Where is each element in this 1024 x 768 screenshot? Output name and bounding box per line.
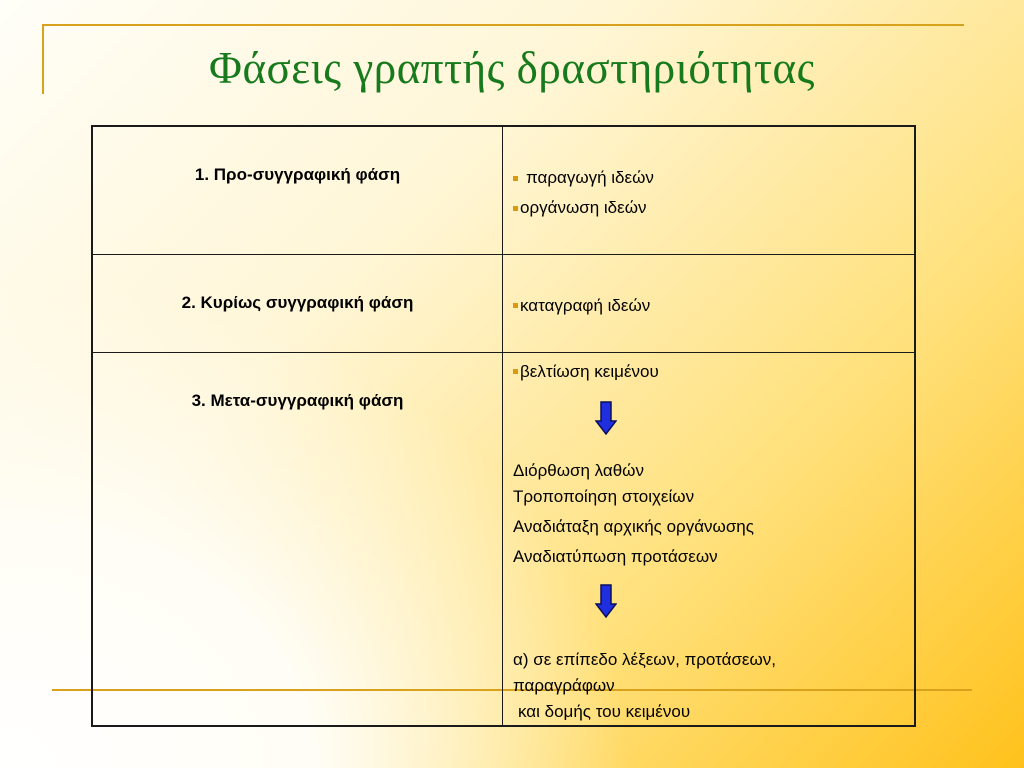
- bullet-text: παραγωγή ιδεών: [526, 168, 654, 187]
- bullet-text: βελτίωση κειμένου: [520, 361, 659, 381]
- phase-label: 1. Προ-συγγραφική φάση: [194, 165, 401, 184]
- list-item: [513, 291, 914, 321]
- level-line: παραγράφων: [513, 675, 615, 695]
- list-item: [513, 163, 914, 193]
- table-row: [92, 254, 915, 352]
- content-cell: [503, 126, 916, 254]
- square-bullet-icon: [513, 303, 518, 308]
- phases-table: [91, 125, 916, 727]
- arrow-down-icon: [513, 584, 914, 623]
- square-bullet-icon: [513, 206, 518, 211]
- square-bullet-icon: [513, 176, 518, 181]
- phase-label: 2. Κυρίως συγγραφική φάση: [181, 292, 414, 312]
- table-row: [92, 352, 915, 726]
- table-row: [92, 126, 915, 254]
- content-cell: [503, 254, 916, 352]
- phase-cell: [92, 254, 503, 352]
- list-item: [513, 193, 914, 223]
- bullet-text: οργάνωση ιδεών: [520, 198, 647, 217]
- correction-line: Διόρθωση λαθών: [513, 460, 644, 480]
- level-line: α) σε επίπεδο λέξεων, προτάσεων,: [513, 649, 777, 669]
- square-bullet-icon: [513, 369, 518, 374]
- phase-label: 3. Μετα-συγγραφική φάση: [191, 390, 404, 410]
- arrow-down-icon: [513, 401, 914, 440]
- bullet-text: καταγραφή ιδεών: [520, 295, 651, 315]
- correction-line: Αναδιατύπωση προτάσεων: [513, 546, 718, 566]
- correction-line: Αναδιάταξη αρχικής οργάνωσης: [513, 516, 754, 536]
- correction-line: Τροποποίηση στοιχείων: [513, 486, 695, 506]
- slide-title: Φάσεις γραπτής δραστηριότητας: [209, 43, 815, 93]
- level-line: και δομής του κειμένου: [518, 701, 691, 721]
- phase-cell: [92, 352, 503, 726]
- content-cell: [503, 352, 916, 726]
- decorative-frame-top: [42, 24, 964, 26]
- phase-cell: [92, 126, 503, 254]
- list-item: [513, 357, 914, 387]
